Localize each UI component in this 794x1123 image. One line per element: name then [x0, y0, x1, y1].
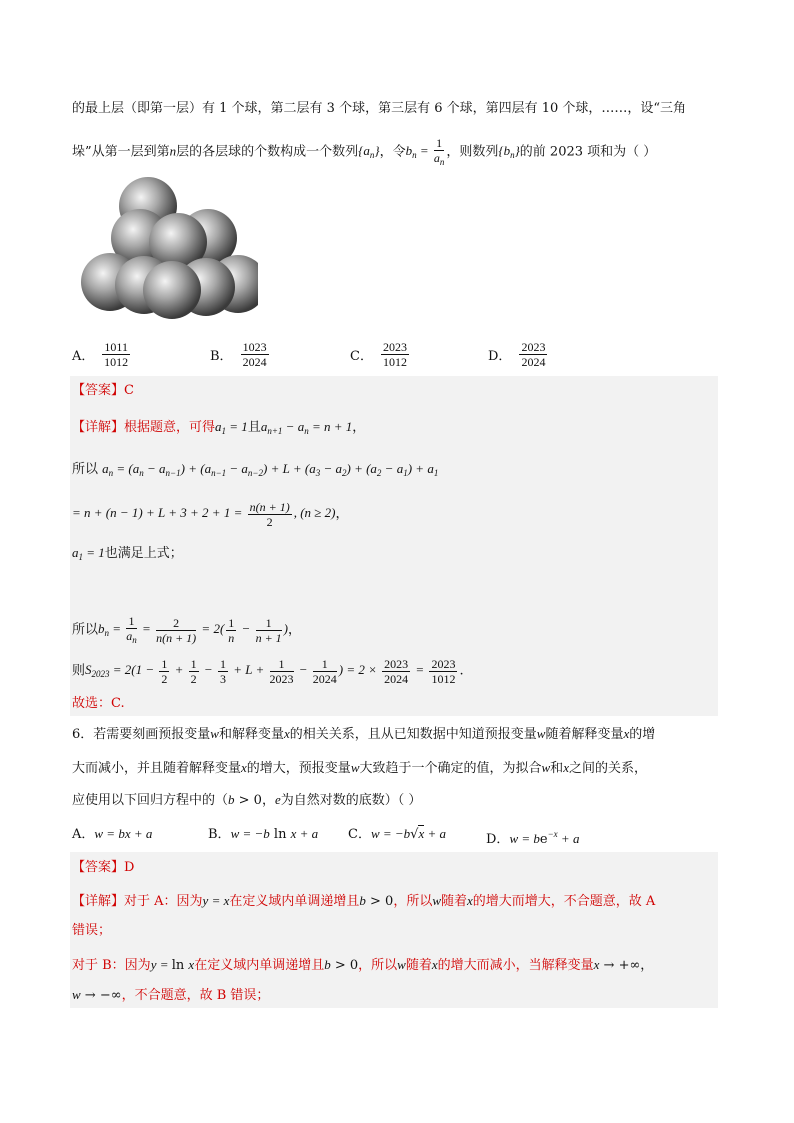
q6-line2: 大而减小，并且随着解释变量x的增大，预报变量w大致趋于一个确定的值，为拟合w和x之间的关系， [72, 760, 647, 776]
q6-detail-a-2: 错误； [72, 923, 112, 938]
q6-answer: 【答案】D [72, 860, 135, 875]
q5-option-c[interactable]: C． $\frac{2023}{1012}$ [350, 340, 407, 369]
q6-detail-b-2: w → −∞，不合题意，故 B 错误； [72, 987, 270, 1003]
q6-line1: 6．若需要刻画预报变量w和解释变量x的相关关系，且从已知数据中知道预报变量w随着解释变量x的增 [72, 726, 656, 742]
q5-detail-line1: 【详解】根据题意，可得$a_1 = 1$且$a_{n+1} - a_n = n + 1$， [72, 419, 366, 436]
q6-option-b[interactable]: B．w = −b ln x + a [208, 826, 319, 842]
q6-option-d[interactable]: D．$w = be^{-x} + a$ [486, 829, 580, 847]
q6-option-c[interactable]: C．w = −b√x + a [348, 826, 447, 842]
q5-option-b[interactable]: B． $\frac{1023}{2024}$ [210, 340, 267, 369]
q6-detail-b: 对于 B：因为y = ln x在定义域内单调递增且b > 0，所以w随着x的增大而减小，当解释变量x → +∞， [72, 957, 654, 973]
q5-detail-line5: 所以$b_n$ = $\frac{1}{a_n}$ = $\frac{2}{n(n + 1)}$ = 2( $\frac{1}{n}$ − $\frac{1}{n + 1}$ )， [72, 614, 302, 645]
q5-option-d[interactable]: D． $\frac{2023}{2024}$ [488, 340, 546, 369]
q6-line3: 应使用以下回归方程中的（b > 0，e为自然对数的底数）（ ） [72, 792, 422, 808]
q5-detail-line6: 则$S_{2023} = 2(1$ − $\frac{1}{2}$ + $\frac{1}{2}$ − $\frac{1}{3}$ + L + $\frac{1}{2023}$ − $\frac{1}{2024}$ ) = 2 × $\frac{2023}{2024}$ = $\frac{2023}{1012}$ . [72, 657, 464, 686]
ball-pyramid-image [78, 172, 258, 322]
q5-detail-line2: 所以 $a_n = (a_n - a_{n-1}) + (a_{n-1} - a_{n-2}) + L + (a_3 - a_2) + (a_2 - a_1) + a_1$ [72, 461, 439, 478]
q5-answer: 【答案】C [72, 383, 134, 398]
q5-line1: 的最上层（即第一层）有 1 个球，第二层有 3 个球，第三层有 6 个球，第四层有 10 个球，……，设“三角 [72, 101, 687, 116]
q6-detail-a: 【详解】对于 A：因为y = x在定义域内单调递增且b > 0，所以w随着x的增大而增大，不合题意，故 A [72, 893, 656, 909]
q5-detail-line3: = n + (n − 1) + L + 3 + 2 + 1 = $\frac{n(n + 1)}{2}$ , (n ≥ 2)， [72, 500, 349, 529]
q5-line2: 垛”从第一层到第n层的各层球的个数构成一个数列$\{a_n\}$，令$b_n$ = $\frac{1}{a_n}$ ，则数列$\{b_n\}$的前 2023 项和为（ ） [72, 136, 657, 167]
q5-choose: 故选：C. [72, 696, 125, 711]
ball [143, 261, 201, 319]
q5-detail-line4: $a_1 = 1$也满足上式； [72, 545, 183, 562]
q6-option-a[interactable]: A．w = bx + a [72, 826, 153, 842]
q5-option-a[interactable]: A． $\frac{1011}{1012}$ [72, 340, 129, 369]
